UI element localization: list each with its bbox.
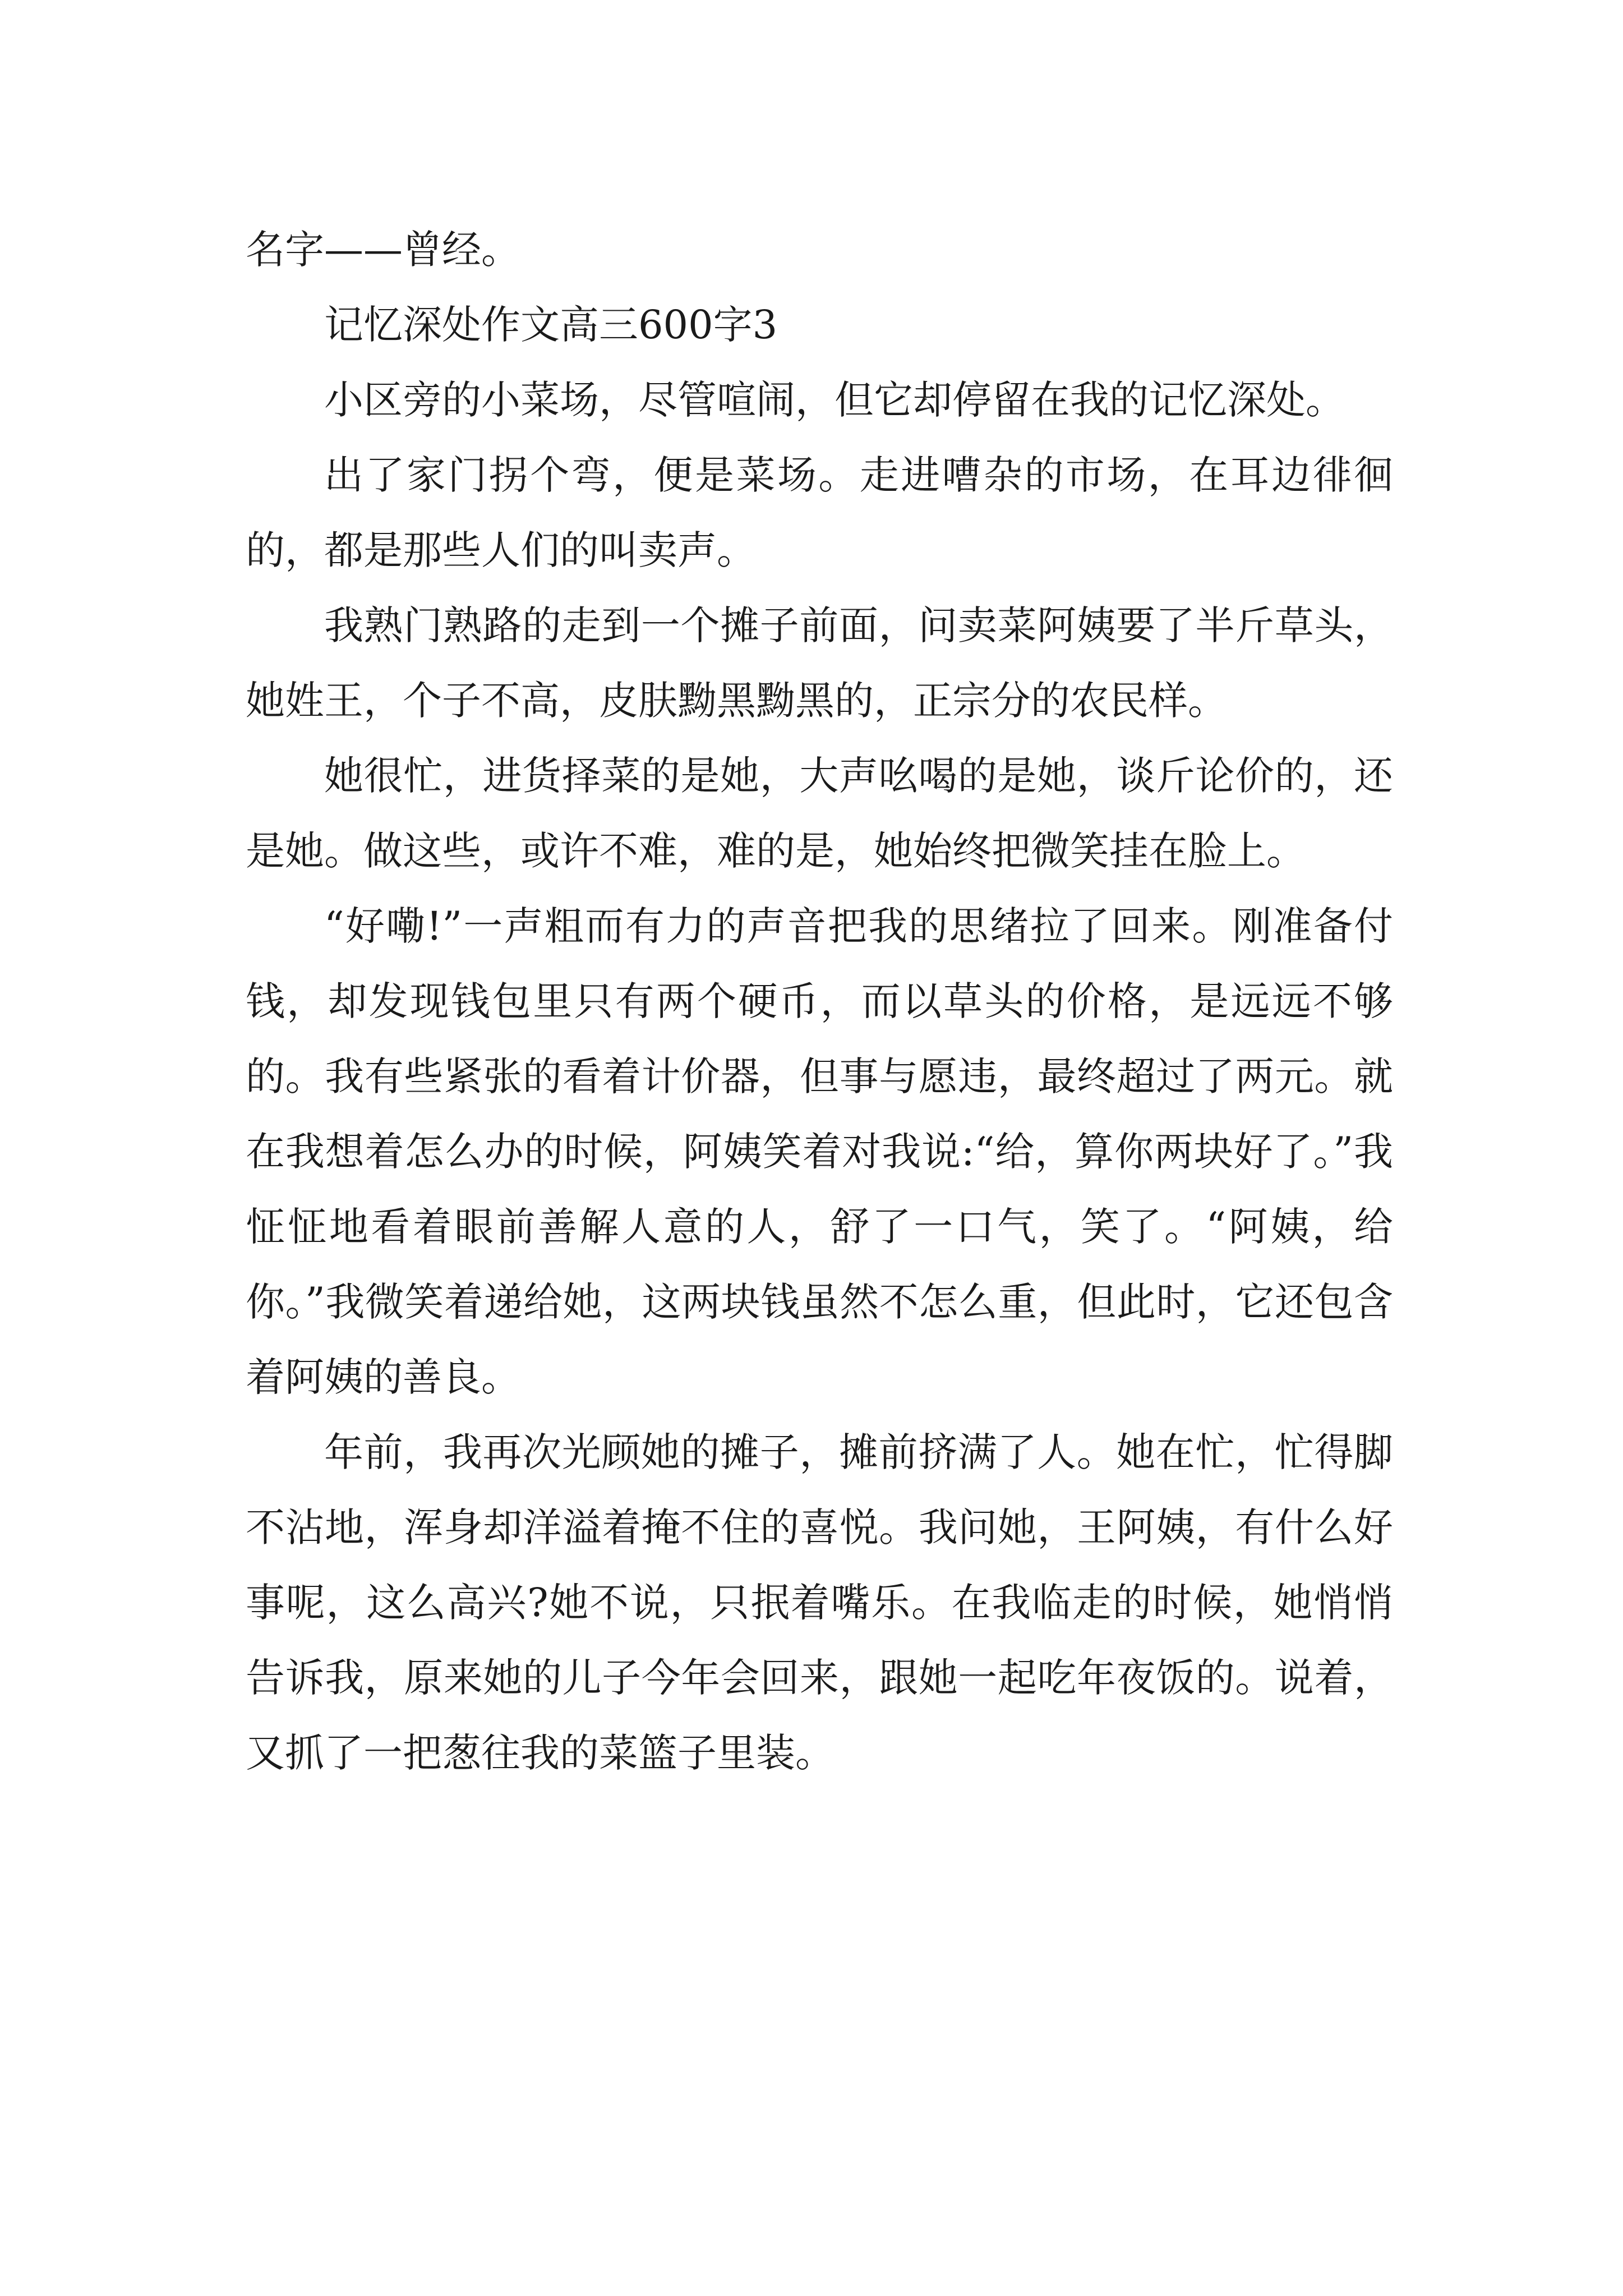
paragraph: 年前，我再次光顾她的摊子，摊前挤满了人。她在忙，忙得脚不沾地，浑身却洋溢着掩不住的喜悦。我问她，王阿姨，有什么好事呢，这么高兴?她不说，只抿着嘴乐。在我临走的时候，她悄悄告诉我，原来她的儿子今年会回来，跟她一起吃年夜饭的。说着，又抓了一把葱往我的菜篮子里装。 <box>246 1429 1393 1776</box>
paragraph: 小区旁的小菜场，尽管喧闹，但它却停留在我的记忆深处。 <box>324 377 1345 423</box>
paragraph: “好嘞!”一声粗而有力的声音把我的思绪拉了回来。刚准备付钱，却发现钱包里只有两个硬币，而以草头的价格，是远远不够的。我有些紧张的看着计价器，但事与愿违，最终超过了两元。就在我想着怎么办的时候，阿姨笑着对我说:“给，算你两块好了。”我怔怔地看着眼前善解人意的人，舒了一口气，笑了。“阿姨，给你。”我微笑着递给她，这两块钱虽然不怎么重，但此时，它还包含着阿姨的善良。 <box>246 903 1393 1400</box>
paragraph: 我熟门熟路的走到一个摊子前面，问卖菜阿姨要了半斤草头，她姓王，个子不高，皮肤黝黑黝黑的，正宗分的农民样。 <box>246 602 1393 724</box>
essay-heading: 记忆深处作文高三600字3 <box>324 302 778 348</box>
paragraph-continuation: 名字——曾经。 <box>246 227 520 273</box>
paragraph: 出了家门拐个弯，便是菜场。走进嘈杂的市场，在耳边徘徊的，都是那些人们的叫卖声。 <box>246 452 1393 573</box>
document-body <box>246 212 1393 1791</box>
paragraph: 她很忙，进货择菜的是她，大声吆喝的是她，谈斤论价的，还是她。做这些，或许不难，难的是，她始终把微笑挂在脸上。 <box>246 753 1393 874</box>
